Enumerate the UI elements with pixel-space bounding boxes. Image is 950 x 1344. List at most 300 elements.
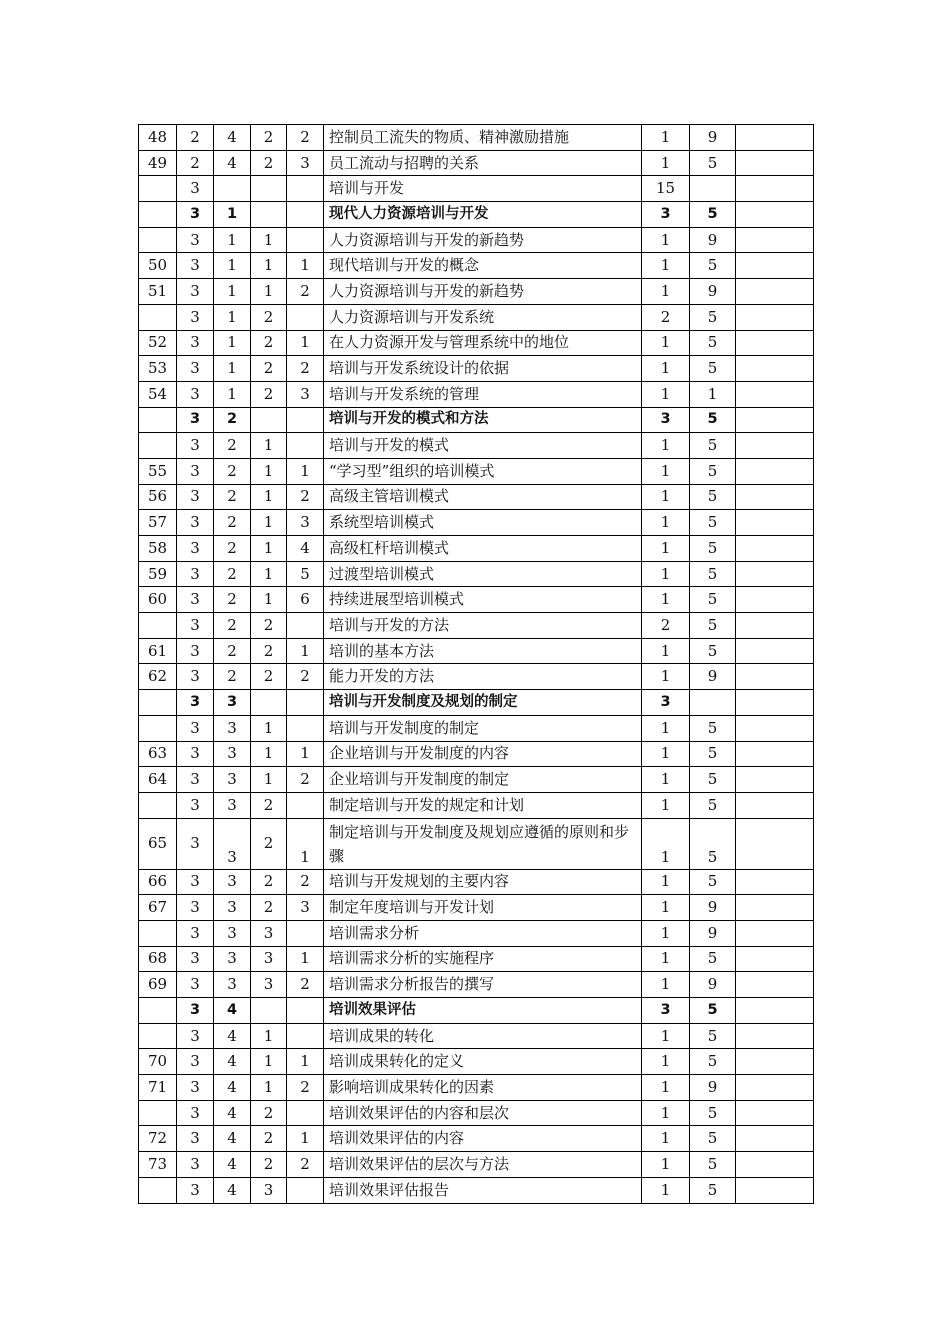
level2-cell: 1	[214, 304, 251, 330]
note-cell	[736, 895, 814, 921]
table-row	[139, 458, 814, 484]
title-cell: 系统型培训模式	[324, 510, 642, 536]
level-cell: 1	[690, 381, 736, 407]
note-cell	[736, 561, 814, 587]
note-cell	[736, 1177, 814, 1203]
row-number-cell	[139, 690, 177, 716]
row-number-cell: 51	[139, 279, 177, 305]
level3-cell: 1	[251, 458, 287, 484]
note-cell	[736, 715, 814, 741]
note-cell	[736, 1100, 814, 1126]
level4-cell: 3	[287, 510, 324, 536]
level4-cell	[287, 407, 324, 433]
level1-cell: 2	[177, 150, 214, 176]
note-cell	[736, 664, 814, 690]
level4-cell	[287, 176, 324, 202]
table-row	[139, 561, 814, 587]
level1-cell: 3	[177, 279, 214, 305]
row-number-cell	[139, 202, 177, 228]
level-cell	[690, 176, 736, 202]
row-number-cell: 61	[139, 638, 177, 664]
level4-cell: 1	[287, 741, 324, 767]
level-cell: 5	[690, 998, 736, 1024]
title-cell: 现代人力资源培训与开发	[324, 202, 642, 228]
note-cell	[736, 972, 814, 998]
table-row	[139, 510, 814, 536]
table-row	[139, 484, 814, 510]
row-number-cell: 49	[139, 150, 177, 176]
level3-cell: 3	[251, 920, 287, 946]
hours-cell: 1	[642, 253, 690, 279]
table-row	[139, 792, 814, 818]
table-row	[139, 381, 814, 407]
level-cell: 9	[690, 125, 736, 151]
level2-cell: 2	[214, 458, 251, 484]
note-cell	[736, 433, 814, 459]
table-row	[139, 304, 814, 330]
level-cell: 5	[690, 613, 736, 639]
level4-cell	[287, 998, 324, 1024]
level1-cell: 3	[177, 792, 214, 818]
level-cell: 5	[690, 1023, 736, 1049]
level-cell	[690, 690, 736, 716]
level2-cell: 1	[214, 202, 251, 228]
note-cell	[736, 330, 814, 356]
note-cell	[736, 458, 814, 484]
level1-cell: 3	[177, 356, 214, 382]
level1-cell: 3	[177, 1049, 214, 1075]
level3-cell	[251, 407, 287, 433]
note-cell	[736, 587, 814, 613]
level1-cell: 3	[177, 176, 214, 202]
level2-cell: 3	[214, 792, 251, 818]
hours-cell: 1	[642, 458, 690, 484]
note-cell	[736, 920, 814, 946]
level-cell: 5	[690, 150, 736, 176]
level-cell: 9	[690, 1075, 736, 1101]
note-cell	[736, 1075, 814, 1101]
table-row	[139, 613, 814, 639]
level2-cell: 2	[214, 638, 251, 664]
level1-cell: 3	[177, 561, 214, 587]
level2-cell: 2	[214, 536, 251, 562]
title-cell: 现代培训与开发的概念	[324, 253, 642, 279]
note-cell	[736, 1126, 814, 1152]
level-cell: 5	[690, 869, 736, 895]
level4-cell	[287, 202, 324, 228]
level3-cell: 2	[251, 1126, 287, 1152]
level1-cell: 3	[177, 741, 214, 767]
level1-cell: 3	[177, 536, 214, 562]
level-cell: 9	[690, 972, 736, 998]
level4-cell: 4	[287, 536, 324, 562]
level3-cell: 2	[251, 664, 287, 690]
hours-cell: 1	[642, 869, 690, 895]
row-number-cell: 59	[139, 561, 177, 587]
level2-cell: 3	[214, 895, 251, 921]
note-cell	[736, 227, 814, 253]
level-cell: 5	[690, 1126, 736, 1152]
level2-cell: 4	[214, 125, 251, 151]
title-cell: 制定年度培训与开发计划	[324, 895, 642, 921]
table-row	[139, 998, 814, 1024]
level4-cell: 2	[287, 1152, 324, 1178]
level1-cell: 3	[177, 715, 214, 741]
level4-cell	[287, 1177, 324, 1203]
hours-cell: 1	[642, 125, 690, 151]
title-cell: “学习型”组织的培训模式	[324, 458, 642, 484]
hours-cell: 1	[642, 664, 690, 690]
level3-cell: 2	[251, 125, 287, 151]
table-row	[139, 946, 814, 972]
title-cell: 培训与开发系统的管理	[324, 381, 642, 407]
level-cell: 5	[690, 767, 736, 793]
level3-cell	[251, 690, 287, 716]
level1-cell: 3	[177, 613, 214, 639]
hours-cell: 1	[642, 356, 690, 382]
level4-cell: 5	[287, 561, 324, 587]
table-row	[139, 1100, 814, 1126]
level4-cell: 2	[287, 279, 324, 305]
level2-cell: 1	[214, 279, 251, 305]
row-number-cell: 63	[139, 741, 177, 767]
level3-cell: 2	[251, 1100, 287, 1126]
table-row	[139, 407, 814, 433]
level1-cell: 3	[177, 202, 214, 228]
hours-cell: 1	[642, 1023, 690, 1049]
row-number-cell: 58	[139, 536, 177, 562]
level2-cell: 4	[214, 1177, 251, 1203]
title-cell: 在人力资源开发与管理系统中的地位	[324, 330, 642, 356]
level1-cell: 3	[177, 407, 214, 433]
level2-cell: 1	[214, 330, 251, 356]
level-cell: 5	[690, 458, 736, 484]
level-cell: 9	[690, 664, 736, 690]
level3-cell: 2	[251, 638, 287, 664]
title-cell: 培训的基本方法	[324, 638, 642, 664]
level2-cell: 4	[214, 150, 251, 176]
table-row	[139, 1152, 814, 1178]
table-row	[139, 715, 814, 741]
level-cell: 9	[690, 895, 736, 921]
level1-cell: 3	[177, 1152, 214, 1178]
level2-cell: 1	[214, 356, 251, 382]
level4-cell	[287, 792, 324, 818]
level1-cell: 3	[177, 920, 214, 946]
level1-cell: 3	[177, 998, 214, 1024]
level-cell: 5	[690, 561, 736, 587]
note-cell	[736, 150, 814, 176]
level1-cell: 3	[177, 895, 214, 921]
level2-cell: 1	[214, 227, 251, 253]
note-cell	[736, 125, 814, 151]
level3-cell: 1	[251, 227, 287, 253]
title-cell: 高级杠杆培训模式	[324, 536, 642, 562]
level2-cell: 4	[214, 1075, 251, 1101]
hours-cell: 1	[642, 536, 690, 562]
note-cell	[736, 253, 814, 279]
level1-cell: 3	[177, 458, 214, 484]
level-cell: 5	[690, 536, 736, 562]
table-row	[139, 536, 814, 562]
level3-cell: 1	[251, 279, 287, 305]
level1-cell: 3	[177, 227, 214, 253]
level3-cell	[251, 998, 287, 1024]
level-cell: 9	[690, 279, 736, 305]
hours-cell: 1	[642, 1075, 690, 1101]
hours-cell: 1	[642, 510, 690, 536]
hours-cell: 1	[642, 715, 690, 741]
title-cell: 培训效果评估的内容	[324, 1126, 642, 1152]
row-number-cell: 50	[139, 253, 177, 279]
table-row	[139, 176, 814, 202]
title-cell: 培训成果转化的定义	[324, 1049, 642, 1075]
table-row	[139, 1049, 814, 1075]
level2-cell: 4	[214, 1126, 251, 1152]
row-number-cell	[139, 407, 177, 433]
level3-cell	[251, 176, 287, 202]
level1-cell: 3	[177, 381, 214, 407]
note-cell	[736, 304, 814, 330]
hours-cell: 1	[642, 150, 690, 176]
hours-cell: 1	[642, 381, 690, 407]
level-cell: 5	[690, 433, 736, 459]
level3-cell: 1	[251, 433, 287, 459]
hours-cell: 1	[642, 227, 690, 253]
level1-cell: 3	[177, 587, 214, 613]
hours-cell: 1	[642, 484, 690, 510]
title-cell: 能力开发的方法	[324, 664, 642, 690]
level4-cell: 1	[287, 638, 324, 664]
level-cell: 5	[690, 792, 736, 818]
table-row	[139, 741, 814, 767]
row-number-cell	[139, 920, 177, 946]
level2-cell: 2	[214, 433, 251, 459]
level1-cell: 3	[177, 1126, 214, 1152]
level-cell: 5	[690, 304, 736, 330]
note-cell	[736, 407, 814, 433]
title-cell: 持续进展型培训模式	[324, 587, 642, 613]
table-row	[139, 638, 814, 664]
table-row	[139, 690, 814, 716]
title-cell: 高级主管培训模式	[324, 484, 642, 510]
level4-cell: 1	[287, 253, 324, 279]
level4-cell: 2	[287, 356, 324, 382]
table-row	[139, 664, 814, 690]
table-row	[139, 1126, 814, 1152]
row-number-cell: 66	[139, 869, 177, 895]
row-number-cell	[139, 792, 177, 818]
row-number-cell	[139, 715, 177, 741]
level3-cell: 1	[251, 767, 287, 793]
title-cell: 培训与开发的方法	[324, 613, 642, 639]
level-cell: 5	[690, 818, 736, 869]
level3-cell: 1	[251, 1049, 287, 1075]
row-number-cell	[139, 1023, 177, 1049]
note-cell	[736, 869, 814, 895]
title-cell: 培训与开发的模式和方法	[324, 407, 642, 433]
level1-cell: 3	[177, 664, 214, 690]
level-cell: 5	[690, 253, 736, 279]
hours-cell: 1	[642, 279, 690, 305]
level3-cell: 2	[251, 792, 287, 818]
note-cell	[736, 1049, 814, 1075]
level3-cell: 1	[251, 1023, 287, 1049]
row-number-cell: 52	[139, 330, 177, 356]
row-number-cell: 56	[139, 484, 177, 510]
level4-cell: 1	[287, 818, 324, 869]
row-number-cell: 62	[139, 664, 177, 690]
level3-cell: 3	[251, 1177, 287, 1203]
title-cell: 控制员工流失的物质、精神激励措施	[324, 125, 642, 151]
level1-cell: 3	[177, 1100, 214, 1126]
level3-cell: 2	[251, 150, 287, 176]
level1-cell: 3	[177, 330, 214, 356]
level4-cell: 2	[287, 1075, 324, 1101]
level3-cell: 1	[251, 587, 287, 613]
level1-cell: 3	[177, 767, 214, 793]
title-cell: 培训需求分析报告的撰写	[324, 972, 642, 998]
hours-cell: 15	[642, 176, 690, 202]
level1-cell: 3	[177, 253, 214, 279]
row-number-cell: 65	[139, 818, 177, 869]
row-number-cell: 55	[139, 458, 177, 484]
level-cell: 9	[690, 920, 736, 946]
level3-cell: 1	[251, 536, 287, 562]
level2-cell: 4	[214, 1152, 251, 1178]
level1-cell: 3	[177, 484, 214, 510]
level4-cell: 6	[287, 587, 324, 613]
title-cell: 企业培训与开发制度的制定	[324, 767, 642, 793]
row-number-cell: 69	[139, 972, 177, 998]
hours-cell: 3	[642, 407, 690, 433]
level1-cell: 3	[177, 818, 214, 869]
title-cell: 培训效果评估	[324, 998, 642, 1024]
title-cell: 培训成果的转化	[324, 1023, 642, 1049]
title-cell: 培训需求分析的实施程序	[324, 946, 642, 972]
title-cell: 过渡型培训模式	[324, 561, 642, 587]
level1-cell: 3	[177, 1023, 214, 1049]
title-cell: 人力资源培训与开发系统	[324, 304, 642, 330]
level2-cell: 1	[214, 253, 251, 279]
hours-cell: 1	[642, 1177, 690, 1203]
note-cell	[736, 818, 814, 869]
row-number-cell	[139, 304, 177, 330]
level4-cell: 2	[287, 767, 324, 793]
level2-cell: 2	[214, 587, 251, 613]
level-cell: 5	[690, 407, 736, 433]
level-cell: 5	[690, 356, 736, 382]
hours-cell: 1	[642, 767, 690, 793]
hours-cell: 1	[642, 920, 690, 946]
level-cell: 5	[690, 330, 736, 356]
title-cell: 培训与开发制度的制定	[324, 715, 642, 741]
note-cell	[736, 946, 814, 972]
hours-cell: 1	[642, 972, 690, 998]
note-cell	[736, 690, 814, 716]
level2-cell: 3	[214, 818, 251, 869]
level2-cell: 3	[214, 869, 251, 895]
level2-cell: 4	[214, 1049, 251, 1075]
title-cell: 制定培训与开发制度及规划应遵循的原则和步骤	[324, 818, 642, 869]
note-cell	[736, 536, 814, 562]
row-number-cell: 60	[139, 587, 177, 613]
title-cell: 制定培训与开发的规定和计划	[324, 792, 642, 818]
row-number-cell	[139, 227, 177, 253]
row-number-cell	[139, 1100, 177, 1126]
table-row	[139, 869, 814, 895]
level2-cell: 2	[214, 407, 251, 433]
level4-cell: 1	[287, 458, 324, 484]
level3-cell: 2	[251, 869, 287, 895]
table-row	[139, 818, 814, 869]
hours-cell: 1	[642, 741, 690, 767]
title-cell: 人力资源培训与开发的新趋势	[324, 279, 642, 305]
note-cell	[736, 1152, 814, 1178]
title-cell: 影响培训成果转化的因素	[324, 1075, 642, 1101]
level-cell: 5	[690, 638, 736, 664]
table-row	[139, 227, 814, 253]
row-number-cell: 70	[139, 1049, 177, 1075]
level1-cell: 3	[177, 510, 214, 536]
hours-cell: 1	[642, 638, 690, 664]
table-row	[139, 125, 814, 151]
row-number-cell: 72	[139, 1126, 177, 1152]
table-row	[139, 279, 814, 305]
level3-cell: 1	[251, 484, 287, 510]
note-cell	[736, 1023, 814, 1049]
level3-cell: 2	[251, 330, 287, 356]
level4-cell	[287, 227, 324, 253]
row-number-cell	[139, 433, 177, 459]
level3-cell: 2	[251, 356, 287, 382]
level3-cell: 2	[251, 895, 287, 921]
note-cell	[736, 202, 814, 228]
row-number-cell: 57	[139, 510, 177, 536]
table-row	[139, 767, 814, 793]
level1-cell: 3	[177, 946, 214, 972]
level4-cell: 3	[287, 150, 324, 176]
level1-cell: 3	[177, 1075, 214, 1101]
level2-cell: 2	[214, 510, 251, 536]
hours-cell: 1	[642, 433, 690, 459]
hours-cell: 1	[642, 330, 690, 356]
level2-cell: 2	[214, 613, 251, 639]
level4-cell: 3	[287, 895, 324, 921]
note-cell	[736, 176, 814, 202]
note-cell	[736, 356, 814, 382]
table-row	[139, 920, 814, 946]
level-cell: 5	[690, 1049, 736, 1075]
level4-cell: 1	[287, 330, 324, 356]
level1-cell: 2	[177, 125, 214, 151]
title-cell: 培训与开发	[324, 176, 642, 202]
hours-cell: 1	[642, 561, 690, 587]
note-cell	[736, 381, 814, 407]
hours-cell: 2	[642, 613, 690, 639]
hours-cell: 1	[642, 1100, 690, 1126]
level4-cell	[287, 920, 324, 946]
level4-cell: 1	[287, 1049, 324, 1075]
level2-cell: 2	[214, 664, 251, 690]
level1-cell: 3	[177, 433, 214, 459]
level4-cell: 2	[287, 484, 324, 510]
level4-cell	[287, 1100, 324, 1126]
level2-cell: 4	[214, 1100, 251, 1126]
note-cell	[736, 998, 814, 1024]
title-cell: 培训效果评估的层次与方法	[324, 1152, 642, 1178]
level4-cell: 2	[287, 972, 324, 998]
